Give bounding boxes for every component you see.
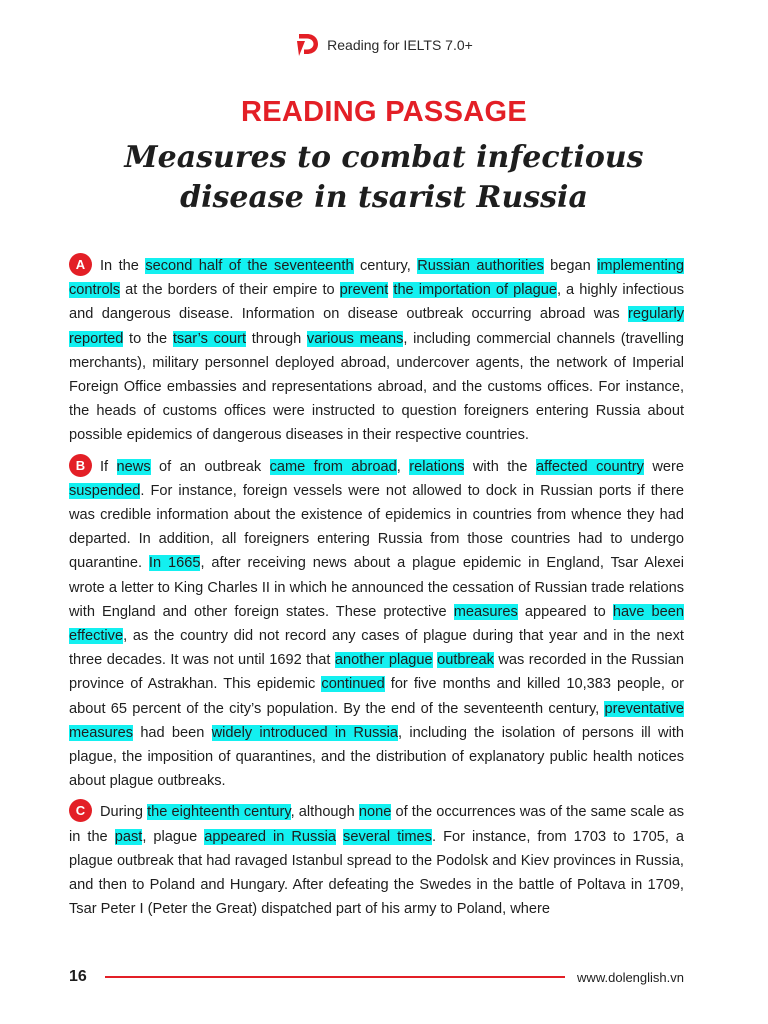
passage-title — [0, 138, 768, 218]
footer-divider — [105, 976, 565, 978]
highlighted-phrase: the importation of plague — [393, 282, 557, 299]
highlighted-phrase: preventative measures — [69, 700, 684, 741]
section-title: READING PASSAGE — [241, 96, 527, 128]
paragraph-marker: A — [69, 253, 92, 276]
highlighted-phrase: several times — [343, 828, 432, 845]
text-segment: , as the country did not record any cases of plague during that year and in the next three decades. It was not until 1692 that — [69, 628, 684, 669]
highlighted-phrase: second half of the seventeenth — [145, 258, 354, 274]
paragraph-marker: C — [69, 799, 92, 822]
brand-logo-icon — [295, 32, 319, 58]
text-segment: . For instance, from 1703 to 1705, a plague outbreak that had ravaged Istanbul spread to the Podolsk and Kiev provinces in Russia, and then to Poland and Hungary. After defeating the Swedes in the battle of Poltava in 1709, Tsar Peter I (Peter the Great) dispatched part of his army to Poland, where — [69, 828, 685, 918]
highlighted-phrase: continued — [321, 676, 385, 693]
text-segment: at the borders of their empire to — [120, 282, 340, 299]
highlighted-phrase: widely introduced in Russia — [211, 724, 399, 741]
text-segment: , after receiving news about a plague epidemic in England, Tsar Alexei wrote a letter to King Charles II in which he announced the cessation of Russian trade relations with England and other foreign states. These protective — [69, 555, 684, 620]
highlighted-phrase: Russian authorities — [417, 258, 544, 274]
passage-title-line-1: Measures to combat infectious — [124, 140, 644, 175]
text-segment — [336, 829, 343, 845]
text-segment: were — [643, 458, 685, 475]
highlighted-phrase: past — [114, 828, 143, 845]
highlighted-phrase: outbreak — [437, 652, 494, 669]
text-segment: If — [100, 458, 117, 475]
text-segment: , including the isolation of persons ill with plague, the imposition of quarantines, and the distribution of explanatory public health notices about plague outbreaks. — [69, 724, 684, 790]
text-segment: through — [246, 330, 307, 347]
text-segment: for five months and killed 10,383 people, or about 65 percent of the city’s population. By the end of the seventeenth century, — [69, 676, 684, 717]
highlighted-phrase: various means — [306, 330, 404, 347]
paragraph-a — [69, 253, 684, 448]
text-segment: , plague — [142, 828, 205, 845]
book-title: Reading for IELTS 7.0+ — [327, 37, 473, 53]
highlighted-phrase: the eighteenth century — [147, 804, 291, 821]
text-segment: In the — [100, 258, 146, 274]
text-segment: of an outbreak — [150, 458, 270, 475]
text-segment: to the — [123, 330, 173, 347]
text-segment: , including commercial channels (travelling merchants), military personnel deployed abroad, undercover agents, the network of Imperial Foreign Office embassies and representations abroad, and the customs offices. For instance, the heads of customs offices were instructed to question foreigners entering Russia about possible epidemics of dangerous diseases in their respective countries. — [69, 330, 684, 444]
text-segment: of the occurrences was of the same scale as in the — [69, 804, 684, 845]
highlighted-phrase: tsar’s court — [172, 330, 247, 347]
page-footer — [69, 964, 684, 990]
highlighted-phrase: none — [358, 804, 392, 821]
highlighted-phrase: In 1665 — [148, 555, 201, 572]
highlighted-phrase: regularly reported — [69, 306, 684, 347]
paragraph-marker: B — [69, 454, 92, 477]
highlighted-phrase: appeared in Russia — [204, 828, 336, 845]
website-link[interactable]: www.dolenglish.vn — [577, 969, 684, 985]
text-segment: , a highly infectious and dangerous disease. Information on disease outbreak occurring abroad was — [69, 282, 685, 323]
passage-body — [69, 253, 684, 927]
paragraph-b — [69, 454, 684, 794]
page-header — [0, 32, 768, 58]
page-number: 16 — [69, 968, 87, 985]
paragraph-c — [69, 799, 684, 921]
highlighted-phrase: relations — [409, 458, 465, 475]
text-segment: had been — [133, 724, 212, 741]
highlighted-phrase: suspended — [69, 482, 141, 499]
text-segment: century, — [353, 258, 418, 274]
text-segment: , although — [290, 804, 359, 821]
text-segment: During — [100, 804, 148, 821]
highlighted-phrase: implementing controls — [69, 258, 684, 299]
passage-title-line-2: disease in tsarist Russia — [180, 180, 588, 215]
highlighted-phrase: have been effective — [69, 603, 684, 645]
highlighted-phrase: affected country — [535, 458, 644, 475]
highlighted-phrase: measures — [453, 603, 518, 620]
text-segment: began — [543, 258, 598, 274]
text-segment: was recorded in the Russian province of Astrakhan. This epidemic — [69, 652, 685, 693]
text-segment: . For instance, foreign vessels were not allowed to dock in Russian ports if there was credible information about the existence of epidemics in countries from whence they had departed. In addition, all foreigners entering Russia from those countries had to undergo quarantine. — [69, 482, 684, 572]
highlighted-phrase: news — [116, 458, 151, 475]
text-segment: , — [396, 458, 410, 475]
highlighted-phrase: prevent — [339, 282, 389, 299]
highlighted-phrase: came from abroad — [269, 458, 397, 475]
text-segment: with the — [464, 458, 536, 475]
highlighted-phrase: another plague — [334, 652, 433, 669]
text-segment: appeared to — [517, 603, 613, 620]
